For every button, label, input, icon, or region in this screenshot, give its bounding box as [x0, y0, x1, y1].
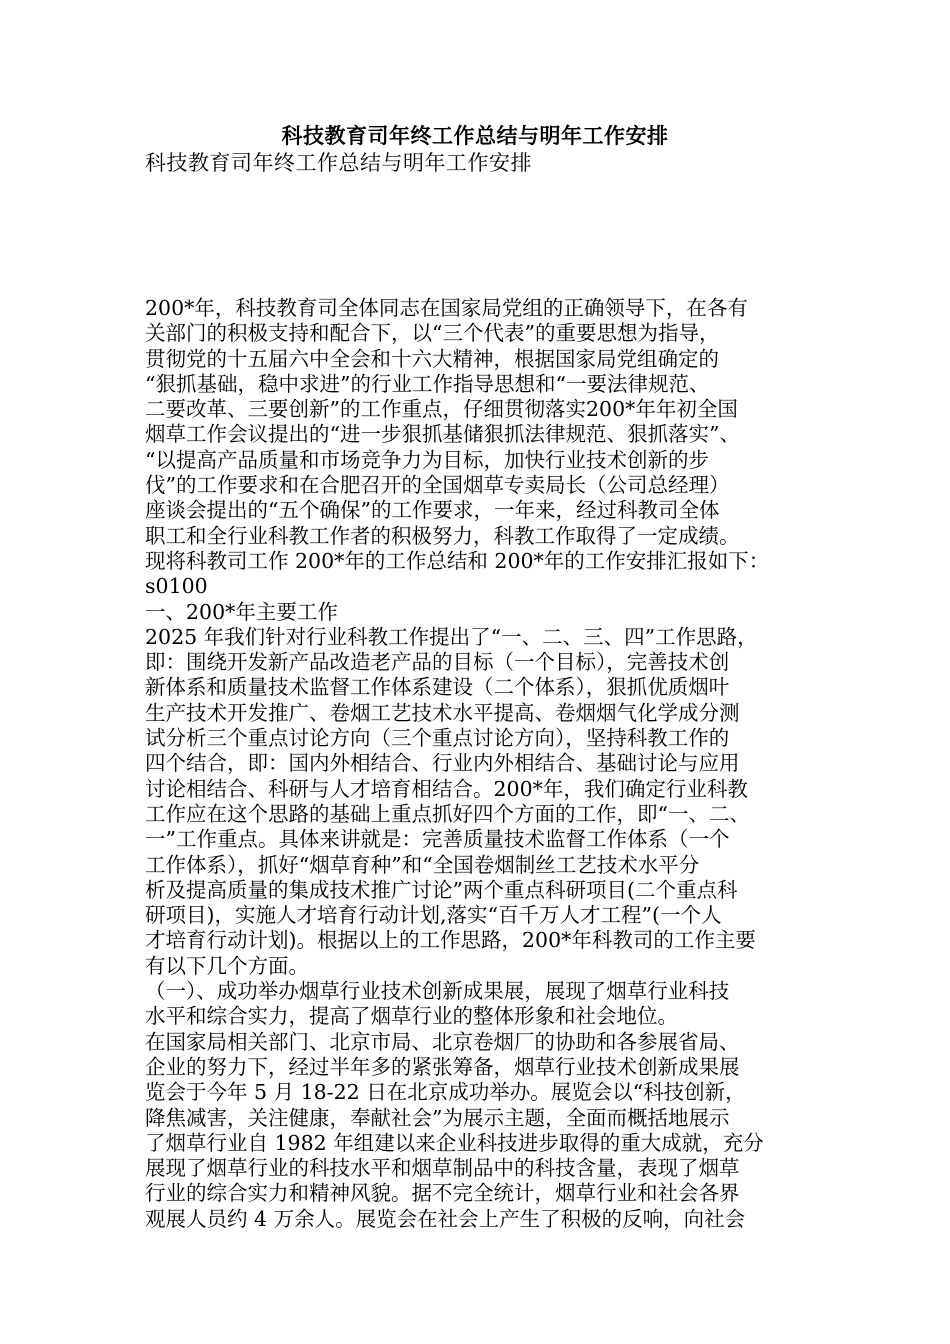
body-text-line: “狠抓基础，稳中求进”的行业工作指导思想和“一要法律规范、: [145, 371, 710, 396]
body-text-line: 了烟草行业自 1982 年组建以来企业科技进步取得的重大成就，充分: [145, 1130, 764, 1155]
body-text-line: 四个结合，即：国内外相结合、行业内外相结合、基础讨论与应用: [145, 751, 740, 776]
body-text-line: 新体系和质量技术监督工作体系建设（二个体系），狠抓优质烟叶: [145, 675, 730, 700]
document-title: 科技教育司年终工作总结与明年工作安排: [281, 123, 669, 148]
body-text-line: 一、200*年主要工作: [145, 599, 338, 624]
body-text-line: （一）、成功举办烟草行业技术创新成果展，展现了烟草行业科技: [145, 979, 730, 1004]
body-text-line: 展现了烟草行业的科技水平和烟草制品中的科技含量，表现了烟草: [145, 1156, 740, 1181]
body-text-line: 有以下几个方面。: [145, 953, 309, 978]
document-body: [145, 296, 810, 1232]
document-subtitle: 科技教育司年终工作总结与明年工作安排: [145, 151, 532, 175]
body-text-line: “以提高产品质量和市场竞争力为目标，加快行业技术创新的步: [145, 447, 709, 472]
body-text-line: 座谈会提出的“五个确保”的工作要求，一年来，经过科教司全体: [145, 498, 720, 523]
body-text-line: 观展人员约 4 万余人。展览会在社会上产生了积极的反响，向社会: [145, 1206, 746, 1231]
body-text-line: 职工和全行业科教工作者的积极努力，科教工作取得了一定成绩。: [145, 523, 740, 548]
body-text-line: 试分析三个重点讨论方向（三个重点讨论方向），坚持科教工作的: [145, 726, 730, 751]
body-text-line: 在国家局相关部门、北京市局、北京卷烟厂的协助和各参展省局、: [145, 1029, 740, 1054]
body-text-line: 行业的综合实力和精神风貌。据不完全统计，烟草行业和社会各界: [145, 1181, 740, 1206]
body-text-line: s0100: [145, 574, 208, 599]
body-text-line: 工作应在这个思路的基础上重点抓好四个方面的工作，即“一、二、: [145, 801, 750, 826]
body-text-line: 析及提高质量的集成技术推广讨论”两个重点科研项目(二个重点科: [145, 877, 738, 902]
body-text-line: 贯彻党的十五届六中全会和十六大精神，根据国家局党组确定的: [145, 346, 719, 371]
body-text-line: 现将科教司工作 200*年的工作总结和 200*年的工作安排汇报如下：: [145, 548, 770, 573]
body-text-line: 水平和综合实力，提高了烟草行业的整体形象和社会地位。: [145, 1004, 678, 1029]
body-text-line: 降焦减害，关注健康，奉献社会”为展示主题，全面而概括地展示: [145, 1105, 730, 1130]
body-text-line: 2025 年我们针对行业科教工作提出了“一、二、三、四”工作思路，: [145, 624, 758, 649]
body-text-line: 讨论相结合、科研与人才培育相结合。200*年，我们确定行业科教: [145, 776, 748, 801]
body-text-line: 200*年，科技教育司全体同志在国家局党组的正确领导下，在各有: [145, 296, 748, 320]
body-text-line: 烟草工作会议提出的“进一步狠抓基储狠抓法律规范、狠抓落实”、: [145, 422, 740, 447]
body-text-line: 企业的努力下，经过半年多的紧张筹备，烟草行业技术创新成果展: [145, 1054, 740, 1079]
body-text-line: 即：围绕开发新产品改造老产品的目标（一个目标），完善技术创: [145, 650, 730, 675]
body-text-line: 二要改革、三要创新”的工作重点，仔细贯彻落实200*年年初全国: [145, 397, 738, 422]
body-text-line: 关部门的积极支持和配合下，以“三个代表”的重要思想为指导，: [145, 321, 720, 346]
body-text-line: 览会于今年 5 月 18-22 日在北京成功举办。展览会以“科技创新，: [145, 1080, 746, 1105]
body-text-line: 一”工作重点。具体来讲就是：完善质量技术监督工作体系（一个: [145, 827, 730, 852]
body-text-line: 才培育行动计划)。根据以上的工作思路，200*年科教司的工作主要: [145, 928, 756, 953]
body-text-line: 工作体系），抓好“烟草育种”和“全国卷烟制丝工艺技术水平分: [145, 852, 700, 877]
body-text-line: 伐”的工作要求和在合肥召开的全国烟草专卖局长（公司总经理）: [145, 473, 730, 498]
body-text-line: 生产技术开发推广、卷烟工艺技术水平提高、卷烟烟气化学成分测: [145, 700, 740, 725]
body-text-line: 研项目)，实施人才培育行动计划,落实“百千万人才工程”(一个人: [145, 903, 722, 928]
